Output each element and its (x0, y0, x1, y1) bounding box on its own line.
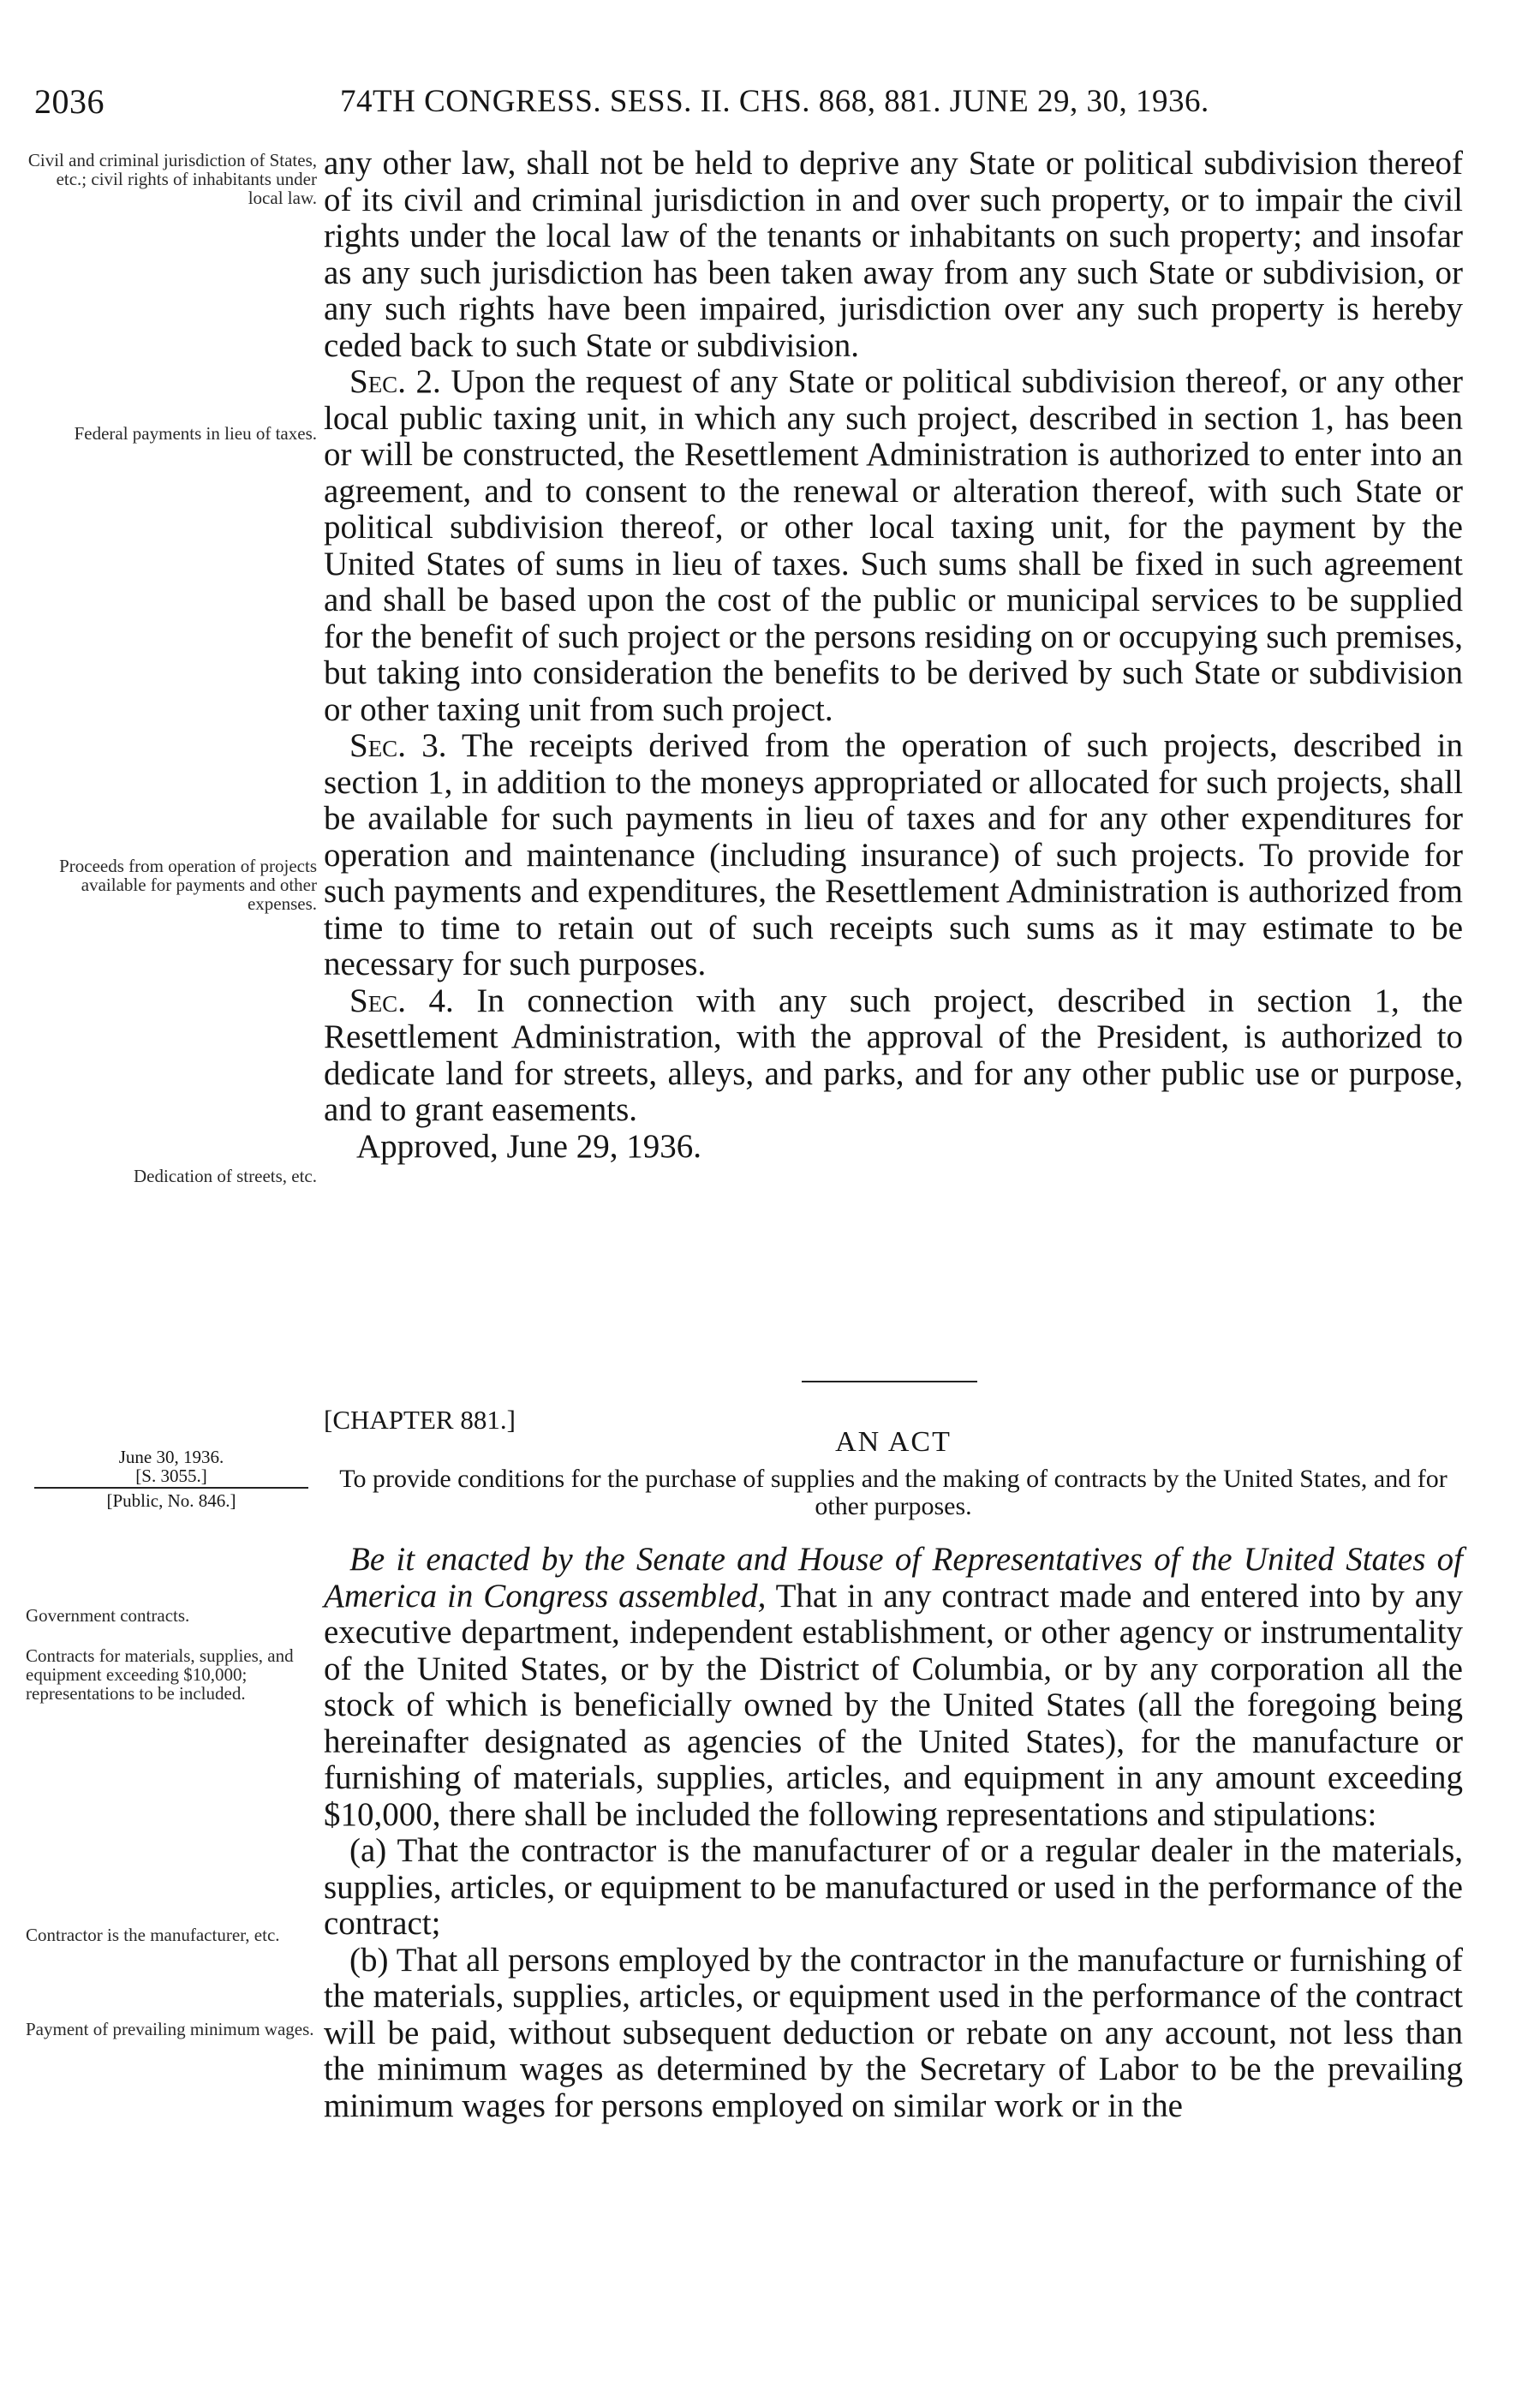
margin-note-proceeds: Proceeds from operation of projects available for payments and other expenses. (59, 856, 317, 914)
clause-b: (b) That all persons employed by the contractor in the manufacture or furnishing of the materials, supplies, articles, or equipment used in the performance of the contract will be paid, without subsequent deduction or rebate on any account, not less than the minimum wages as determined by the Secretary of Labor to be the prevailing minimum wages for persons employed on similar work or in the (324, 1941, 1463, 2124)
margin-note-dedication: Dedication of streets, etc. (134, 1166, 317, 1186)
public-law-number: [Public, No. 846.] (106, 1490, 236, 1511)
section-divider-rule (802, 1381, 977, 1382)
section-3 (324, 728, 1463, 983)
margin-note-contractor: Contractor is the manufacturer, etc. (26, 1925, 280, 1945)
bill-number: [S. 3055.] (135, 1466, 207, 1486)
page-number: 2036 (34, 82, 104, 121)
section-3-text: The receipts derived from the operation of such projects, described in section 1, in addition to the moneys appropriated or allocated for such projects, shall be available for such payments in lieu of taxes and for any other expenditures for operation and maintenance (including insurance) of such projects. To provide for such payments and expenditures, the Resettlement Administration is authorized from time to time to retain out of such receipts such sums as it may estimate to be necessary for such purposes. (324, 727, 1463, 982)
act-purpose: To provide conditions for the purchase of supplies and the making of contracts by the United States, and for other purposes. (339, 1465, 1447, 1520)
section-4-text: In connection with any such project, described in section 1, the Resettlement Administration, with the approval of the President, is authorized to dedicate land for streets, alleys, and parks, and for any other public use or purpose, and to grant easements. (324, 982, 1463, 1128)
enacting-clause: Be it enacted by the Senate and House of Representatives of the United States of America in Congress assembled, (324, 1541, 1463, 1615)
main-text-lower (324, 1542, 1463, 2124)
section-2-label: Sec. 2. (349, 363, 441, 400)
paragraph-jurisdiction: any other law, shall not be held to deprive any State or political subdivision thereof of its civil and criminal jurisdiction in and over such property, or to impair the civil rights under the local law of the tenants or inhabitants on such property; and insofar as any such jurisdiction has been taken away from any such State or subdivision, or any such rights have been impaired, jurisdiction over any such property is hereby ceded back to such State or subdivision. (324, 145, 1463, 364)
date-divider (34, 1487, 308, 1489)
margin-note-payments: Federal payments in lieu of taxes. (74, 423, 317, 444)
chapter-number: [CHAPTER 881.] (324, 1405, 516, 1435)
margin-note-government-contracts: Government contracts. (26, 1605, 190, 1626)
running-head: 74TH CONGRESS. SESS. II. CHS. 868, 881. JUNE 29, 30, 1936. (340, 84, 1209, 119)
section-2-text: Upon the request of any State or political subdivision thereof, or any other local public taxing unit, in which any such project, described in section 1, has been or will be constructed, the Resettlement Administration is authorized to enter into an agreement, and to consent to the renewal or alteration thereof, with such State or political subdivision thereof, or other local taxing unit, for the payment by the United States of sums in lieu of taxes. Such sums shall be fixed in such agreement and shall be based upon the cost of the public or municipal services to be supplied for the benefit of such project or the persons residing on or occupying such premises, but taking into consideration the benefits to be derived by such State or subdivision or other taxing unit from such project. (324, 363, 1464, 728)
margin-note-jurisdiction: Civil and criminal jurisdiction of States, etc.; civil rights of inhabitants under local law. (27, 150, 317, 208)
page-header (34, 81, 1499, 133)
approval-line: Approved, June 29, 1936. (356, 1127, 701, 1165)
act-title: AN ACT (835, 1426, 952, 1458)
margin-note-wages: Payment of prevailing minimum wages. (26, 2019, 314, 2039)
act-date: June 30, 1936. (118, 1447, 224, 1467)
section-3-label: Sec. 3. (349, 727, 447, 764)
main-text-upper (324, 146, 1463, 1165)
section-4 (324, 983, 1463, 1129)
margin-note-contracts-materials: Contracts for materials, supplies, and equipment exceeding $10,000; representations to be included. (26, 1645, 294, 1704)
contract-paragraph-text: That in any contract made and entered into by any executive department, independent establishment, or other agency or instrumentality of the United States, or by the District of Columbia, or by any corporation all the stock of which is beneficially owned by the United States (all the foregoing being hereinafter designated as agencies of the United States), for the manufacture or furnishing of materials, supplies, articles, and equipment in any amount exceeding $10,000, there shall be included the following representations and stipulations: (324, 1577, 1464, 1833)
clause-a: (a) That the contractor is the manufacturer of or a regular dealer in the materials, supplies, articles, or equipment to be manufactured or used in the performance of the contract; (324, 1832, 1463, 1942)
enacting-paragraph (324, 1542, 1463, 1833)
section-4-label: Sec. 4. (349, 982, 454, 1019)
act-date-block (26, 1448, 317, 1510)
section-2 (324, 364, 1463, 728)
